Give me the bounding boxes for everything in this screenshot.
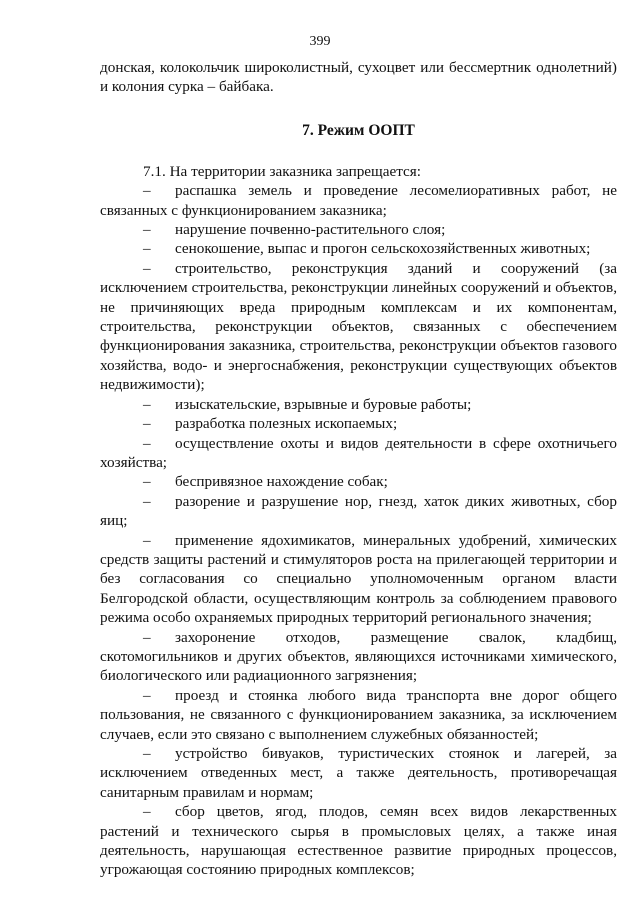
dash-marker: – — [143, 259, 151, 277]
list-item — [100, 414, 617, 433]
dash-marker: – — [143, 492, 151, 510]
list-item — [100, 744, 617, 802]
list-item — [100, 220, 617, 239]
list-item — [100, 802, 617, 880]
page-number: 399 — [309, 34, 331, 49]
list-item-text: проезд и стоянка любого вида транспорта вне дорог общего пользования, не связанного с функционированием заказника, за исключением случаев, если это связано с выполнением служебных обязанностей; — [100, 686, 617, 743]
list-item-text: устройство бивуаков, туристических стоянок и лагерей, за исключением отведенных мест, а также деятельность, противоречащая санитарным правилам и нормам; — [100, 745, 617, 801]
list-item-text: применение ядохимикатов, минеральных удобрений, химических средств защиты растений и стимуляторов роста на прилегающей территории и без согласования со специально уполномоченным органом власти Белгородской области, осуществляющим контроль за соблюдением правового режима особо охраняемых природных территорий регионального значения; — [100, 531, 617, 627]
list-item — [100, 531, 617, 628]
dash-marker: – — [143, 415, 151, 433]
section-title: 7. Режим ООПТ — [302, 121, 415, 139]
dash-marker: – — [143, 745, 151, 762]
dash-marker: – — [143, 628, 151, 646]
list-item — [100, 259, 617, 395]
intro-paragraph: 7.1. На территории заказника запрещается: — [143, 162, 421, 180]
dash-marker: – — [143, 395, 151, 413]
list-item — [100, 239, 617, 258]
list-item-text: нарушение почвенно-растительного слоя; — [175, 221, 446, 239]
dash-marker: – — [143, 473, 151, 491]
document-body — [100, 58, 617, 880]
list-item-text: сбор цветов, ягод, плодов, семян всех видов лекарственных растений и технического сырья в промысловых целях, а также иная деятельность, нарушающая естественное развитие природных процессов, угрожающая состоянию природных комплексов; — [100, 803, 617, 879]
list-item — [100, 395, 617, 414]
list-item — [100, 181, 617, 220]
list-item — [100, 628, 617, 686]
list-item — [100, 434, 617, 473]
dash-marker: – — [143, 240, 151, 258]
dash-marker: – — [143, 531, 151, 549]
list-item-text: захоронение отходов, размещение свалок, кладбищ, скотомогильников и других объектов, являющихся источниками химического, биологического или радиационного загрязнения; — [100, 628, 617, 685]
prohibitions-list — [100, 181, 617, 880]
list-item-text: строительство, реконструкция зданий и сооружений (за исключением строительства, реконструкции линейных сооружений и объектов, не причиняющих вреда природным комплексам и их компонентам, строительства, реконструкции объектов, связанных с обеспечением функционирования заказника, строительства, реконструкции объектов газового хозяйства, водо- и энергоснабжения, реконструкции существующих объектов недвижимости); — [100, 259, 617, 394]
dash-marker: – — [143, 221, 151, 239]
dash-marker: – — [143, 434, 151, 452]
continuation-paragraph: донская, колокольчик широколистный, сухоцвет или бессмертник однолетний) и колония сурка – байбака. — [100, 59, 617, 96]
dash-marker: – — [143, 182, 151, 200]
list-item — [100, 686, 617, 744]
dash-marker: – — [143, 686, 151, 704]
list-item-text: сенокошение, выпас и прогон сельскохозяйственных животных; — [175, 240, 591, 258]
list-item-text: разорение и разрушение нор, гнезд, хаток диких животных, сбор яиц; — [100, 492, 617, 530]
list-item — [100, 492, 617, 531]
list-item — [100, 472, 617, 491]
list-item-text: распашка земель и проведение лесомелиоративных работ, не связанных с функционированием заказника; — [100, 182, 617, 219]
list-item-text: беспривязное нахождение собак; — [175, 473, 388, 491]
list-item-text: изыскательские, взрывные и буровые работы; — [175, 395, 472, 413]
list-item-text: осуществление охоты и видов деятельности в сфере охотничьего хозяйства; — [100, 434, 617, 471]
list-item-text: разработка полезных ископаемых; — [175, 415, 398, 433]
dash-marker: – — [143, 803, 151, 821]
